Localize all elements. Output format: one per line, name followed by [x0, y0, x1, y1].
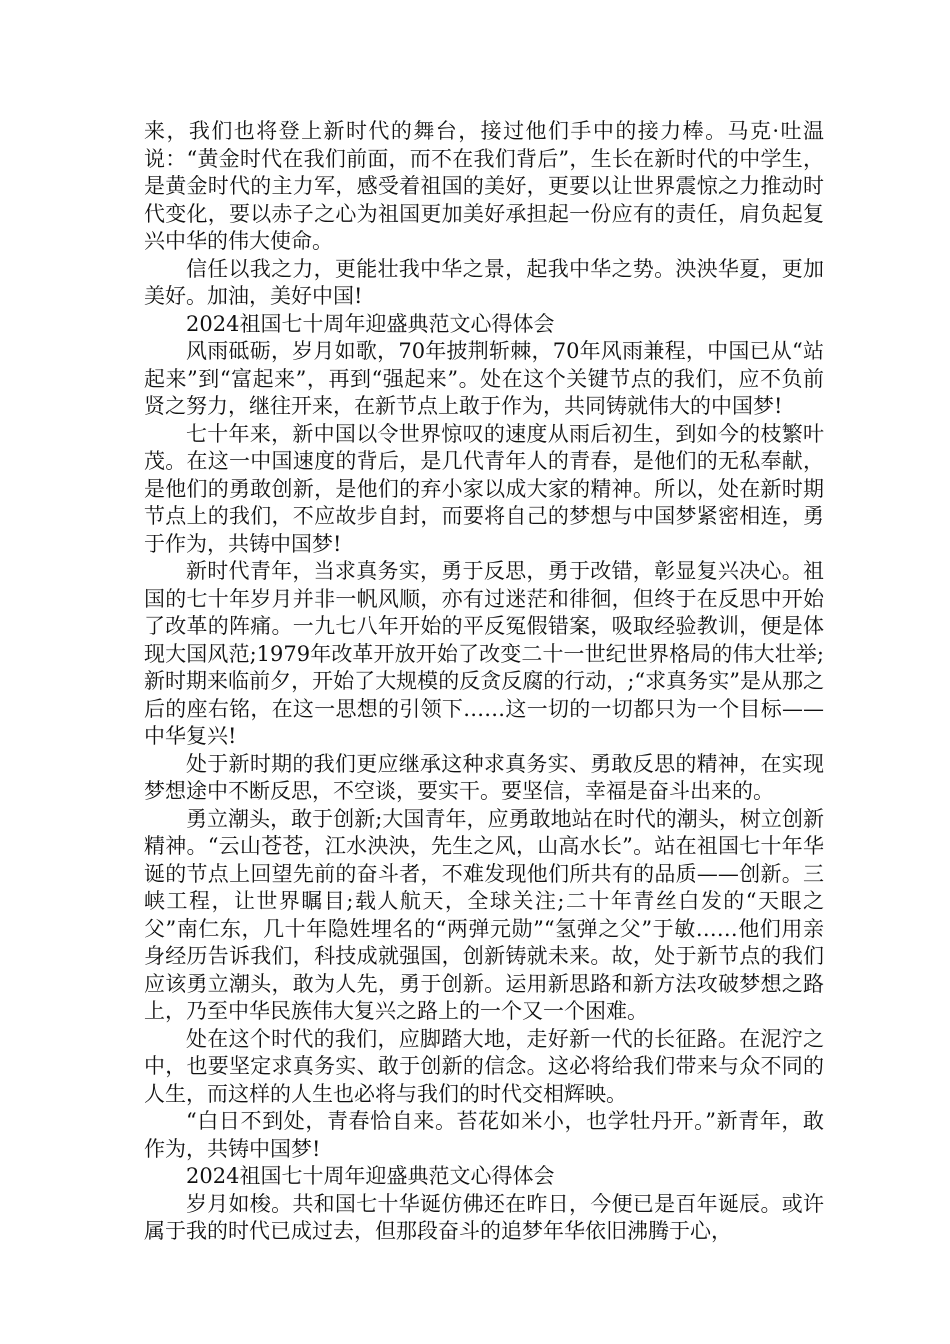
- paragraph: 岁月如梭。共和国七十华诞仿佛还在昨日，今便已是百年诞辰。或许属于我的时代已成过去，但那段奋斗的追梦年华依旧沸腾于心，: [144, 1191, 824, 1243]
- paragraph: 勇立潮头，敢于创新;大国青年，应勇敢地站在时代的潮头，树立创新精神。“云山苍苍，江水泱泱，先生之风，山高水长”。站在祖国七十年华诞的节点上回望先前的奋斗者，不难发现他们所共有的品质——创新。三峡工程，让世界瞩目;载人航天，全球关注;二十年青丝白发的“天眼之父”南仁东，几十年隐姓埋名的“两弹元勋”“氢弹之父”于敏……他们用亲身经历告诉我们，科技成就强国，创新铸就未来。故，处于新节点的我们应该勇立潮头，敢为人先，勇于创新。运用新思路和新方法攻破梦想之路上，乃至中华民族伟大复兴之路上的一个又一个困难。: [144, 806, 824, 1023]
- section-heading: 2024祖国七十周年迎盛典范文心得体会: [186, 311, 555, 336]
- document-body: [144, 118, 824, 1246]
- paragraph: 七十年来，新中国以令世界惊叹的速度从雨后初生，到如今的枝繁叶茂。在这一中国速度的背后，是几代青年人的青春，是他们的无私奉献，是他们的勇敢创新，是他们的弃小家以成大家的精神。所以，处在新时期节点上的我们，不应故步自封，而要将自己的梦想与中国梦紧密相连，勇于作为，共铸中国梦!: [144, 421, 824, 556]
- paragraph: 处于新时期的我们更应继承这种求真务实、勇敢反思的精神，在实现梦想途中不断反思，不空谈，要实干。要坚信，幸福是奋斗出来的。: [144, 751, 824, 803]
- paragraph: 信任以我之力，更能壮我中华之景，起我中华之势。泱泱华夏，更加美好。加油，美好中国!: [144, 256, 824, 308]
- paragraph: 处在这个时代的我们，应脚踏大地，走好新一代的长征路。在泥泞之中，也要坚定求真务实、敢于创新的信念。这必将给我们带来与众不同的人生，而这样的人生也必将与我们的时代交相辉映。: [144, 1026, 824, 1106]
- paragraph: “白日不到处，青春恰自来。苔花如米小，也学牡丹开。”新青年，敢作为，共铸中国梦!: [144, 1109, 824, 1161]
- paragraph-continued: 来，我们也将登上新时代的舞台，接过他们手中的接力棒。马克·吐温说：“黄金时代在我们前面，而不在我们背后”，生长在新时代的中学生，是黄金时代的主力军，感受着祖国的美好，更要以让世界震惊之力推动时代变化，要以赤子之心为祖国更加美好承担起一份应有的责任，肩负起复兴中华的伟大使命。: [144, 119, 824, 253]
- paragraph: 风雨砥砺，岁月如歌，70年披荆斩棘，70年风雨兼程，中国已从“站起来”到“富起来”，再到“强起来”。处在这个关键节点的我们，应不负前贤之努力，继往开来，在新节点上敢于作为，共同铸就伟大的中国梦!: [144, 339, 824, 418]
- section-heading: 2024祖国七十周年迎盛典范文心得体会: [186, 1164, 555, 1188]
- paragraph: 新时代青年，当求真务实，勇于反思，勇于改错，彰显复兴决心。祖国的七十年岁月并非一帆风顺，亦有过迷茫和徘徊，但终于在反思中开始了改革的阵痛。一九七八年开始的平反冤假错案，吸取经验教训，便是体现大国风范;1979年改革开放开始了改变二十一世纪世界格局的伟大壮举;新时期来临前夕，开始了大规模的反贪反腐的行动，;“求真务实”是从那之后的座右铭，在这一思想的引领下……这一切的一切都只为一个目标——中华复兴!: [144, 559, 824, 748]
